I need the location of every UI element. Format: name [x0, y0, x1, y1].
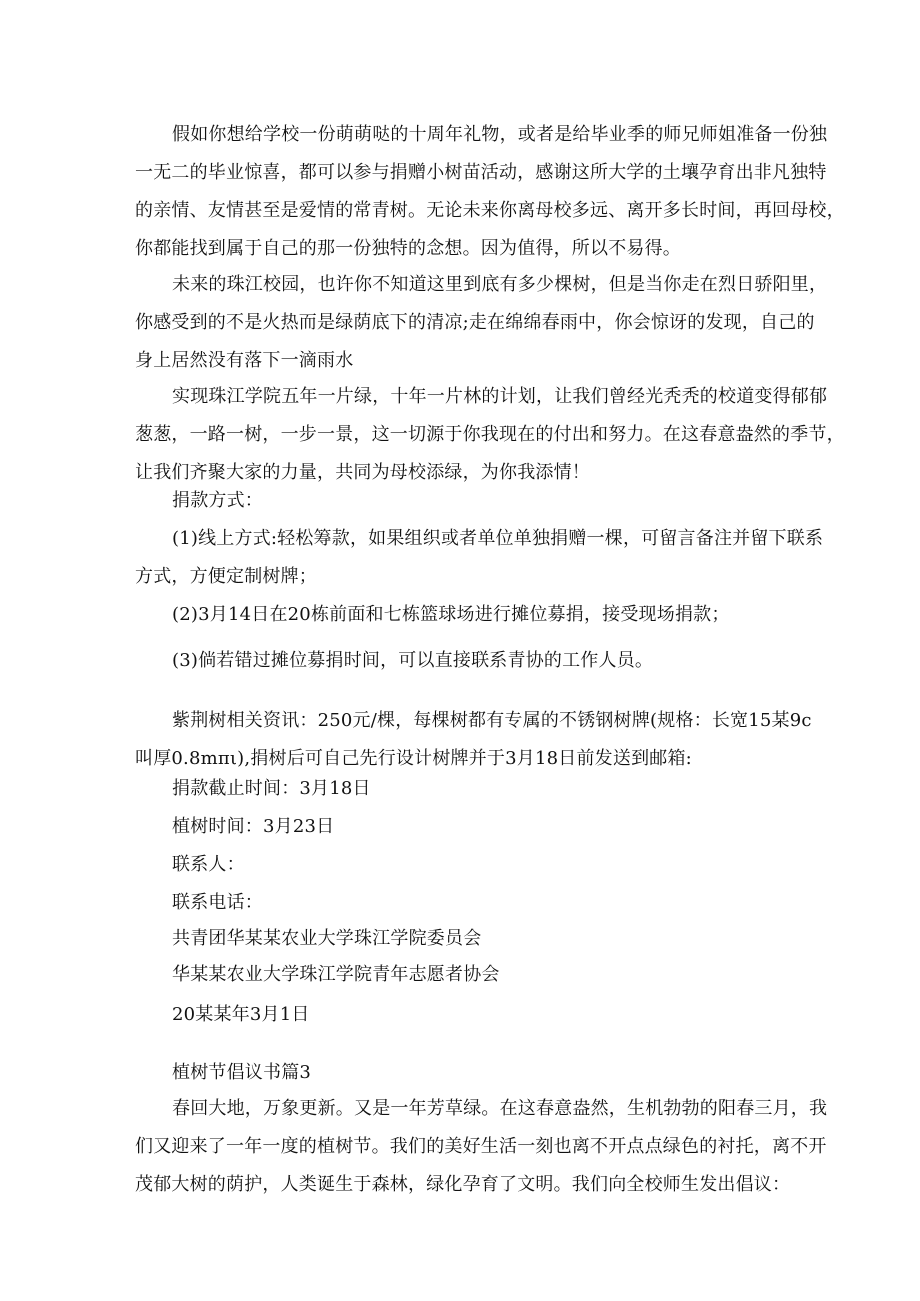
text-line: 假如你想给学校一份萌萌哒的十周年礼物，或者是给毕业季的师兄师姐准备一份独 — [172, 124, 828, 145]
text-line: 共青团华某某农业大学珠江学院委员会 — [172, 928, 482, 949]
text-line: (3)倘若错过摊位募捐时间，可以直接联系青协的工作人员。 — [172, 650, 654, 671]
text-line: 实现珠江学院五年一片绿，十年一片林的计划，让我们曾经光秃秃的校道变得郁郁 — [172, 386, 828, 407]
paragraph-spring — [135, 1090, 828, 1204]
text-line: 你感受到的不是火热而是绿荫底下的清凉;走在绵绵春雨中，你会惊讶的发现，自己的 — [135, 312, 815, 333]
contact-person — [135, 846, 785, 884]
text-line: 的亲情、友情甚至是爱情的常青树。无论未来你离母校多远、离开多长时间，再回母校， — [135, 200, 845, 221]
donation-heading — [135, 482, 785, 520]
text-line: (1)线上方式:轻松筹款，如果组织或者单位单独捐赠一棵，可留言备注并留下联系 — [172, 528, 824, 549]
text-line: 植树节倡议书篇3 — [172, 1062, 312, 1083]
donation-method-online — [135, 520, 824, 596]
paragraph-campus — [135, 266, 828, 380]
paragraph-gift — [135, 116, 845, 268]
text-line: 联系人： — [172, 854, 245, 875]
text-line: 叫厚0.8mπι),捐树后可自己先行设计树牌并于3月18日前发送到邮箱: — [135, 748, 692, 769]
contact-phone — [135, 884, 785, 922]
text-line: 让我们齐聚大家的力量，共同为母校添绿，为你我添情！ — [135, 462, 590, 483]
organization-volunteers — [135, 956, 785, 994]
text-line: 葱葱，一路一树，一步一景，这一切源于你我现在的付出和努力。在这春意盎然的季节， — [135, 424, 845, 445]
paragraph-plan — [135, 378, 845, 492]
text-line: 捐款方式： — [172, 490, 263, 511]
text-line: 一无二的毕业惊喜，都可以参与捐赠小树苗活动，感谢这所大学的土壤孕育出非凡独特 — [135, 162, 827, 183]
section-title — [135, 1054, 785, 1092]
text-line: 20某某年3月1日 — [172, 1004, 310, 1025]
redbud-info — [135, 702, 812, 778]
donation-method-booth — [135, 596, 785, 634]
text-line: 方式，方便定制树牌； — [135, 566, 317, 587]
text-line: 你都能找到属于自己的那一份独特的念想。因为值得，所以不易得。 — [135, 238, 681, 259]
text-line: 华某某农业大学珠江学院青年志愿者协会 — [172, 964, 500, 985]
planting-time — [135, 808, 785, 846]
text-line: 身上居然没有落下一滴雨水 — [135, 350, 354, 371]
text-line: 们又迎来了一年一度的植树节。我们的美好生活一刻也离不开点点绿色的衬托，离不开 — [135, 1136, 827, 1157]
organization-youth-league — [135, 920, 785, 958]
text-line: 春回大地，万象更新。又是一年芳草绿。在这春意盎然，生机勃勃的阳春三月，我 — [172, 1098, 828, 1119]
donation-deadline — [135, 770, 785, 808]
signature-date — [135, 996, 785, 1034]
text-line: 茂郁大树的荫护，人类诞生于森林，绿化孕育了文明。我们向全校师生发出倡议： — [135, 1174, 791, 1195]
text-line: (2)3月14日在20栋前面和七栋篮球场进行摊位募捐，接受现场捐款； — [172, 604, 730, 625]
text-line: 紫荆树相关资讯：250元/棵，每棵树都有专属的不锈钢树牌(规格：长宽15某9c — [172, 710, 812, 731]
text-line: 联系电话： — [172, 892, 263, 913]
text-line: 植树时间：3月23日 — [172, 816, 335, 837]
text-line: 未来的珠江校园，也许你不知道这里到底有多少棵树，但是当你走在烈日骄阳里， — [172, 274, 828, 295]
donation-method-contact — [135, 642, 785, 680]
text-line: 捐款截止时间：3月18日 — [172, 778, 371, 799]
